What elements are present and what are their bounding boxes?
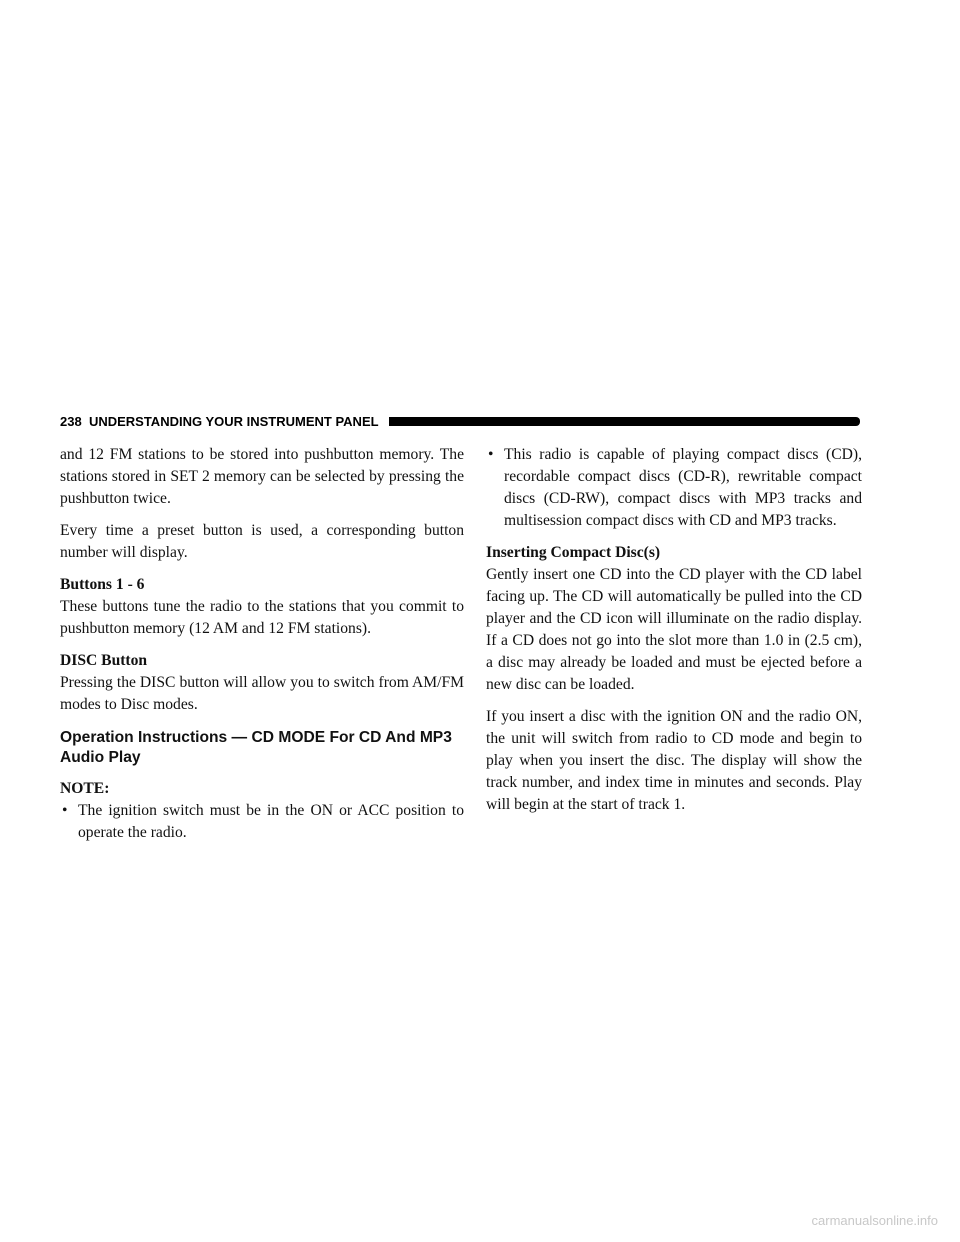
page-number: 238 <box>60 414 82 429</box>
left-column <box>60 444 464 854</box>
subheading-buttons: Buttons 1 - 6 <box>60 576 145 593</box>
right-column <box>486 444 862 826</box>
footer-watermark: carmanualsonline.info <box>811 1213 938 1228</box>
paragraph-inserting-cd: Gently insert one CD into the CD player with the CD label facing up. The CD will automatically be pulled into the CD player and the CD icon will illuminate on the radio display. If a CD does not go into the slot more than 1.0 in (2.5 cm), a disc may already be loaded and must be ejected before a new disc can be loaded. <box>486 566 862 693</box>
paragraph-preset-display: Every time a preset button is used, a corresponding button number will display. <box>60 522 464 561</box>
bullet-compatible-discs <box>486 444 862 532</box>
bullet-ignition <box>60 800 464 844</box>
bullet-dot: • <box>488 446 494 463</box>
section-heading-cd-mode: Operation Instructions — CD MODE For CD And MP3 Audio Play <box>60 729 452 766</box>
paragraph-buttons: These buttons tune the radio to the stations that you commit to pushbutton memory (12 AM and 12 FM stations). <box>60 598 464 637</box>
subheading-disc-button: DISC Button <box>60 652 148 669</box>
bullet-text: This radio is capable of playing compact discs (CD), recordable compact discs (CD-R), rewritable compact discs (CD-RW), compact discs with MP3 tracks and multisession compact discs with CD and MP3 tracks. <box>504 446 862 529</box>
header-text <box>60 414 389 430</box>
bullet-text: The ignition switch must be in the ON or ACC position to operate the radio. <box>78 802 464 841</box>
page-header <box>60 414 860 430</box>
paragraph-disc-button: Pressing the DISC button will allow you to switch from AM/FM modes to Disc modes. <box>60 674 464 713</box>
bullet-dot: • <box>62 802 68 819</box>
paragraph-ignition-on: If you insert a disc with the ignition ON and the radio ON, the unit will switch from radio to CD mode and begin to play when you insert the disc. The display will show the track number, and index time in minutes and seconds. Play will begin at the start of track 1. <box>486 708 862 813</box>
subheading-inserting-cd: Inserting Compact Disc(s) <box>486 544 661 561</box>
note-label: NOTE: <box>60 780 110 797</box>
section-title: UNDERSTANDING YOUR INSTRUMENT PANEL <box>88 414 379 429</box>
paragraph-preset-memory: and 12 FM stations to be stored into pushbutton memory. The stations stored in SET 2 memory can be selected by pressing the pushbutton twice. <box>60 446 464 507</box>
